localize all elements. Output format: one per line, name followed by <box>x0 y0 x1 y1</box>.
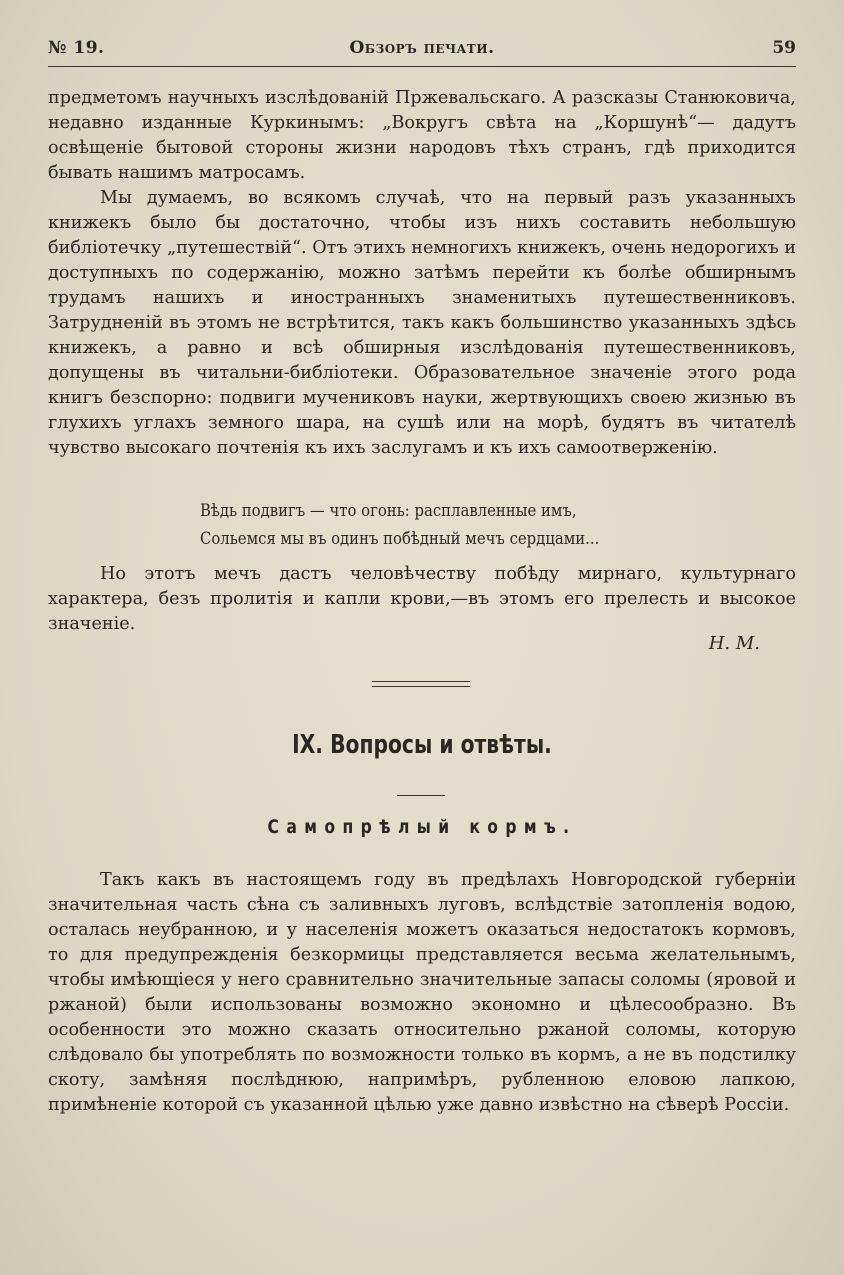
running-header <box>48 38 796 68</box>
verse-quote <box>200 497 760 553</box>
page-number: 59 <box>772 38 796 58</box>
header-rule <box>48 66 796 67</box>
continuation-paragraph: предметомъ научныхъ изслѣдованій Пржевальскаго. А разсказы Станюковича, недавно изданные Куркинымъ: „Вокругъ свѣта на „Коршунѣ“— дадутъ освѣщеніе бытовой стороны жизни народовъ тѣхъ странъ, гдѣ приходится бывать нашимъ матросамъ. <box>48 88 796 183</box>
author-signature: Н. М. <box>708 633 760 654</box>
verse-line: Сольемся мы въ одинъ побѣдный мечъ сердцами... <box>200 529 600 548</box>
running-title: Обзоръ печати. <box>349 38 495 58</box>
subsection-title: Самопрѣлый кормъ. <box>267 816 577 838</box>
issue-number: № 19. <box>48 38 105 58</box>
verse-line: Вѣдь подвигъ — что огонь: расплавленные имъ, <box>200 501 577 520</box>
section-divider <box>372 681 470 687</box>
paragraph-conclusion: Но этотъ мечъ дастъ человѣчеству побѣду мирнаго, культурнаго характера, безъ пролитія и капли крови,—въ этомъ его прелесть и высокое значеніе. <box>48 564 796 634</box>
section-title: IX. Вопросы и отвѣты. <box>292 730 552 760</box>
title-rule <box>397 795 445 796</box>
paragraph-fodder: Такъ какъ въ настоящемъ году въ предѣлахъ Новгородской губерніи значительная часть сѣна съ заливныхъ луговъ, вслѣдствіе затопленія водою, осталась неубранною, и у населенія можетъ оказаться недостатокъ кормовъ, то для предупрежденія безкормицы представляется весьма желательнымъ, чтобы имѣющіеся у него сравнительно значительные запасы соломы (яровой и ржаной) были использованы возможно экономно и цѣлесообразно. Въ особенности это можно сказать относительно ржаной соломы, которую слѣдовало бы употреблять по возможности только въ кормъ, а не въ подстилку скоту, замѣняя послѣднюю, напримѣръ, рубленною еловою лапкою, примѣненіе которой съ указанной цѣлью уже давно извѣстно на сѣверѣ Россіи. <box>48 870 796 1115</box>
paragraph-library: Мы думаемъ, во всякомъ случаѣ, что на первый разъ указанныхъ книжекъ было бы достаточно, чтобы изъ нихъ составить небольшую библіотечку „путешествій“. Отъ этихъ немногихъ книжекъ, очень недорогихъ и доступныхъ по содержанію, можно затѣмъ перейти къ болѣе обширнымъ трудамъ нашихъ и иностранныхъ знаменитыхъ путешественниковъ. Затрудненій въ этомъ не встрѣтится, такъ какъ большинство указанныхъ здѣсь книжекъ, а равно и всѣ обширныя изслѣдованія путешественниковъ, допущены въ читальни-библіотеки. Образовательное значеніе этого рода книгъ безспорно: подвиги мучениковъ науки, жертвующихъ своею жизнью въ глухихъ углахъ земного шара, на сушѣ или на морѣ, будятъ въ читателѣ чувство высокаго почтенія къ ихъ заслугамъ и къ ихъ самоотверженію. <box>48 188 796 458</box>
